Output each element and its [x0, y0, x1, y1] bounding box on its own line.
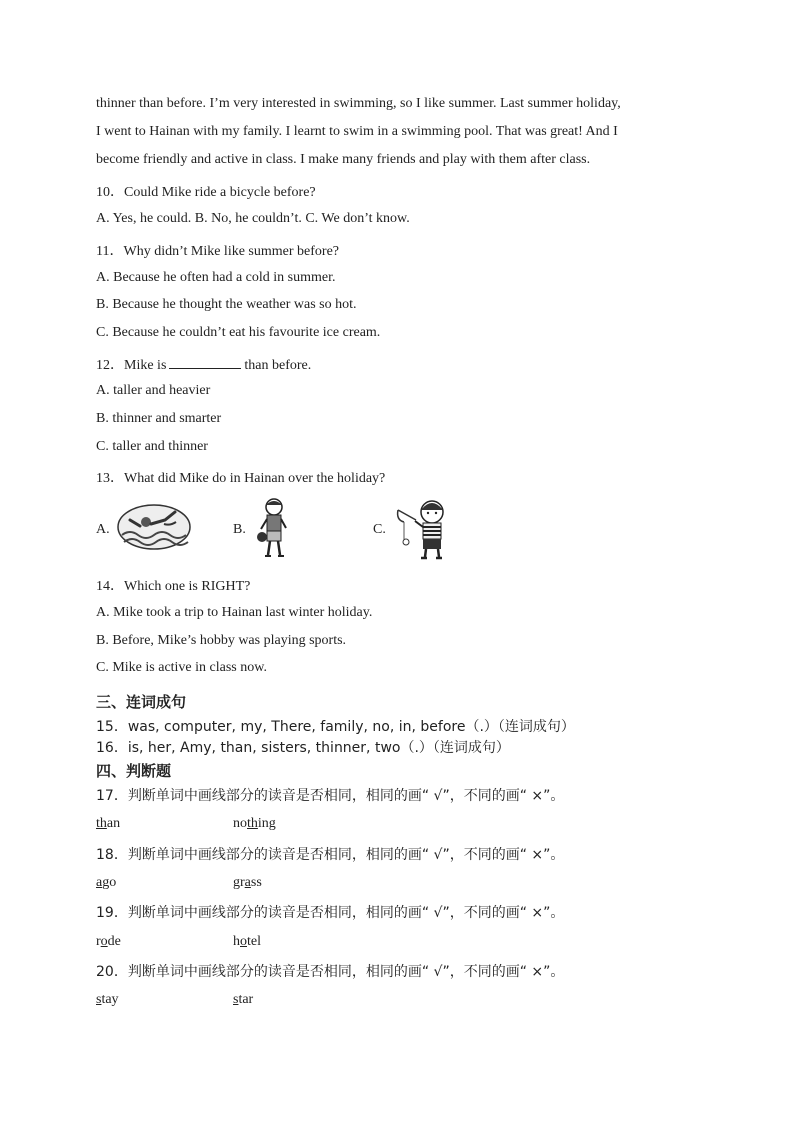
q18-word-1: ago: [96, 875, 117, 890]
q20-prompt: [96, 961, 564, 981]
q19-word-2: hotel: [233, 934, 261, 949]
passage-line-3: become friendly and active in class. I make many friends and play with them after class.: [96, 152, 591, 167]
q14-stem: 14．Which one is RIGHT?: [96, 579, 251, 594]
q15-text: 15．was, computer, my, There, family, no, in, before（.）（连词成句）: [96, 719, 575, 735]
q11-stem: 11．Why didn’t Mike like summer before?: [96, 244, 339, 259]
q17-instruction: ．判断单词中画线部分的读音是否相同，相同的画“ √”，不同的画“ ×”。: [113, 788, 565, 804]
passage-line-2: I went to Hainan with my family. I learnt to swim in a swimming pool. That was great! And I: [96, 124, 618, 139]
q12-blank[interactable]: [169, 356, 241, 369]
q13-option-a-label: A.: [96, 522, 110, 537]
q18-instruction: ．判断单词中画线部分的读音是否相同，相同的画“ √”，不同的画“ ×”。: [113, 847, 565, 863]
q11-option-a: A. Because he often had a cold in summer.: [96, 270, 336, 285]
q14-option-a: A. Mike took a trip to Hainan last winter holiday.: [96, 605, 373, 620]
q20-number: 20: [96, 964, 114, 980]
q17-word-2: nothing: [233, 816, 276, 831]
q13-option-b-label: B.: [233, 522, 246, 537]
q11-option-c: C. Because he couldn’t eat his favourite ice cream.: [96, 325, 381, 340]
q18-number: 18: [96, 847, 114, 863]
q10-options: A. Yes, he could. B. No, he couldn’t. C. We don’t know.: [96, 211, 410, 226]
q14-option-b: B. Before, Mike’s hobby was playing sports.: [96, 633, 347, 648]
q18-prompt: [96, 844, 564, 864]
q20-instruction: ．判断单词中画线部分的读音是否相同，相同的画“ √”，不同的画“ ×”。: [113, 964, 565, 980]
q20-word-2: star: [233, 992, 254, 1007]
q16-text: 16．is, her, Amy, than, sisters, thinner, two（.）（连词成句）: [96, 740, 510, 756]
q12-option-c: C. taller and thinner: [96, 439, 208, 454]
q19-prompt: [96, 902, 564, 922]
q18-word-2: grass: [233, 875, 262, 890]
section-3-title: 三、连词成句: [96, 693, 187, 711]
q12-stem: [96, 354, 311, 374]
q13-option-c-label: C.: [373, 522, 386, 537]
boy-playing-ball-icon: [252, 497, 294, 559]
q13-stem: 13．What did Mike do in Hainan over the holiday?: [96, 471, 386, 486]
q14-option-c: C. Mike is active in class now.: [96, 660, 267, 675]
q12-stem-end: than before.: [244, 358, 312, 373]
boy-fishing-icon: [394, 498, 454, 560]
q11-option-b: B. Because he thought the weather was so hot.: [96, 297, 357, 312]
q19-word-1: rode: [96, 934, 121, 949]
q19-number: 19: [96, 905, 114, 921]
q17-prompt: [96, 785, 564, 805]
q10-stem: 10．Could Mike ride a bicycle before?: [96, 185, 316, 200]
swimming-icon: [116, 502, 192, 552]
passage-line-1: thinner than before. I’m very interested in swimming, so I like summer. Last summer holiday,: [96, 96, 621, 111]
q17-word-1: than: [96, 816, 121, 831]
q12-option-b: B. thinner and smarter: [96, 411, 222, 426]
q12-option-a: A. taller and heavier: [96, 383, 211, 398]
section-4-title: 四、判断题: [96, 762, 172, 780]
q19-instruction: ．判断单词中画线部分的读音是否相同，相同的画“ √”，不同的画“ ×”。: [113, 905, 565, 921]
q20-word-1: stay: [96, 992, 119, 1007]
q17-number: 17: [96, 788, 114, 804]
q12-stem-start: 12．Mike is: [96, 358, 167, 373]
